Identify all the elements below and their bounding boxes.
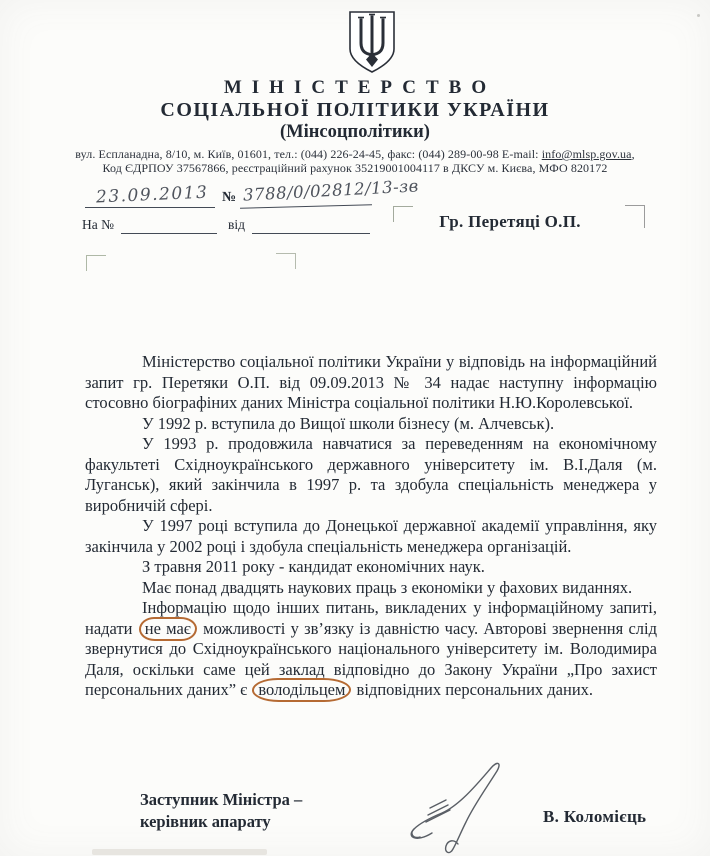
ministry-subtitle: СОЦІАЛЬНОЇ ПОЛІТИКИ УКРАЇНИ: [160, 99, 550, 121]
address-line-1: [0, 147, 710, 162]
paragraph: [85, 598, 657, 701]
email-text: info@mlsp.gov.ua: [541, 147, 632, 161]
from-underline: [252, 233, 370, 234]
address-text: вул. Еспланадна, 8/10, м. Київ, 01601, тел.: (044) 226-24-45, факс: (044) 289-00-98 E-mail:: [75, 147, 542, 161]
address-text-tail: ,: [631, 147, 635, 161]
address-box-corner-mark-left: [86, 255, 106, 271]
signer-position: [140, 789, 302, 833]
paragraph: [85, 516, 657, 557]
handwritten-date: 23.09.2013: [95, 182, 209, 208]
handwritten-number: 3788/0/02812/13-зв: [242, 176, 420, 205]
scan-artifact-smudge: [92, 849, 267, 855]
ministry-short-name: (Мінсоцполітики): [280, 122, 430, 142]
paragraph: [85, 557, 657, 578]
paragraph: [85, 414, 657, 435]
signer-name: В. Коломієць: [543, 807, 647, 826]
scan-artifact-speck: [697, 14, 700, 17]
reply-to-label: На №: [82, 217, 114, 232]
paragraph-text: У 1993 р. продовжила навчатися за переведенням на економічному факультеті Східноукраїнського державного університету ім. В.І.Даля (м. Луганськ), який закінчила в 1997 р. та здобула спеціальність менеджера у виробничій сфері.: [85, 434, 657, 515]
addressee-corner-mark-right: [625, 205, 645, 228]
paragraph: [85, 352, 657, 414]
paragraph-text: Має понад двадцять наукових праць з економіки у фахових виданнях.: [142, 577, 633, 597]
paragraph: [85, 578, 657, 599]
paragraph-text: Інформацію щодо інших питань, викладених у інформаційному запиті, надати: [85, 598, 657, 638]
ministry-title: МІНІСТЕРСТВО: [223, 77, 497, 98]
number-sign: №: [222, 190, 237, 205]
signer-position-line-2: керівник апарату: [140, 812, 271, 831]
paragraph-text: можливості у зв’язку із давністю часу. Авторові звернення слід звернутися до Східноукраїнського національного університету ім. Володимира Даля, оскільки саме цей заклад відповідно до Закону України „Про захист персональних даних” є: [85, 618, 657, 699]
reply-to-underline: [121, 233, 217, 234]
paragraph-text: З травня 2011 року - кандидат економічних наук.: [142, 557, 485, 576]
paragraph-text: У 1997 році вступила до Донецької державної академії управління, яку закінчила у 2002 році і здобула спеціальність менеджера організацій.: [85, 516, 657, 556]
pen-circle-annotation: володільцем: [252, 678, 351, 702]
paragraph-text: У 1992 р. вступила до Вищої школи бізнесу (м. Алчевськ).: [142, 413, 555, 433]
paragraph-text: відповідних персональних даних.: [352, 680, 594, 699]
address-box-corner-mark-right: [276, 253, 296, 269]
date-underline: [85, 207, 215, 208]
paragraph-text: Міністерство соціальної політики України у відповідь на інформаційний запит гр. Перетяки О.П. від 09.09.2013 № 34 надає наступну інформацію стосовно біографіних даних Міністра соціальної політики Н.Ю.Королевської.: [85, 352, 657, 412]
pen-circle-annotation: не має: [139, 617, 197, 641]
from-label: від: [228, 217, 245, 232]
address-line-2: Код ЄДРПОУ 37567866, реєстраційний рахунок 35219001004117 в ДКСУ м. Києва, МФО 820172: [102, 161, 608, 175]
paragraph: [85, 434, 657, 516]
signer-position-line-1: Заступник Міністра –: [140, 790, 303, 809]
handwritten-signature-icon: [400, 745, 560, 856]
body-paragraphs: [85, 352, 657, 701]
ukraine-trident-icon: [347, 11, 397, 73]
addressee-name: Гр. Перетяці О.П.: [439, 212, 581, 231]
number-underline: [240, 204, 372, 208]
